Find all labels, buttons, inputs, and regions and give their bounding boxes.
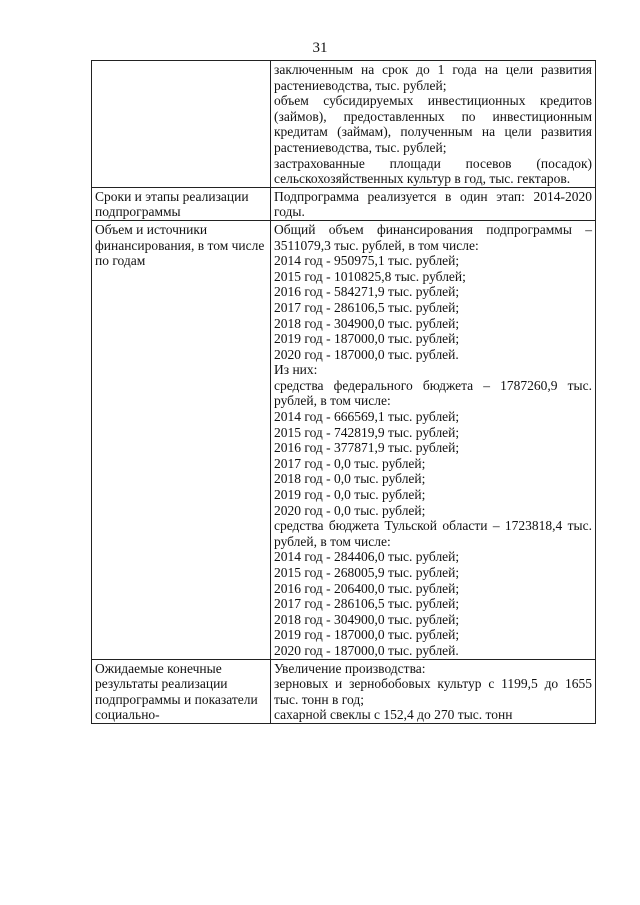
content-line: 2018 год - 304900,0 тыс. рублей; bbox=[274, 611, 460, 627]
content-line: 2014 год - 666569,1 тыс. рублей; bbox=[274, 409, 460, 425]
row-label bbox=[92, 61, 271, 188]
page-number: 31 bbox=[312, 40, 328, 56]
row-content bbox=[271, 61, 596, 188]
row-content bbox=[271, 187, 596, 220]
table-row bbox=[92, 187, 596, 220]
subprogram-passport-table bbox=[91, 60, 596, 724]
content-line: 2014 год - 284406,0 тыс. рублей; bbox=[274, 549, 460, 565]
content-line: 2018 год - 304900,0 тыс. рублей; bbox=[274, 315, 460, 331]
content-paragraph: Подпрограмма реализуется в один этап: 2014-2020 годы. bbox=[274, 188, 592, 220]
content-paragraph: заключенным на срок до 1 года на цели развития растениеводства, тыс. рублей; bbox=[274, 62, 592, 93]
table-row bbox=[92, 659, 596, 723]
content-line: 2014 год - 950975,1 тыс. рублей; bbox=[274, 253, 460, 269]
row-label: Объем и источники финансирования, в том числе по годам bbox=[92, 220, 271, 659]
content-line: 2016 год - 377871,9 тыс. рублей; bbox=[274, 440, 460, 456]
content-paragraph: средства федерального бюджета – 1787260,9 тыс. рублей, в том числе: bbox=[274, 377, 592, 409]
content-line: 2016 год - 206400,0 тыс. рублей; bbox=[274, 580, 460, 596]
table-row bbox=[92, 61, 596, 188]
row-content bbox=[271, 220, 596, 659]
content-line: 2020 год - 187000,0 тыс. рублей. bbox=[274, 642, 459, 658]
content-paragraph: средства бюджета Тульской области – 1723818,4 тыс. рублей, в том числе: bbox=[274, 518, 592, 549]
content-line: 2016 год - 584271,9 тыс. рублей; bbox=[274, 284, 460, 300]
content-line: 2015 год - 268005,9 тыс. рублей; bbox=[274, 565, 460, 580]
content-line: 2018 год - 0,0 тыс. рублей; bbox=[274, 471, 426, 487]
content-line: 2020 год - 0,0 тыс. рублей; bbox=[274, 502, 426, 518]
content-line: 2017 год - 0,0 тыс. рублей; bbox=[274, 455, 426, 471]
content-paragraph: сахарной свеклы с 152,4 до 270 тыс. тонн bbox=[274, 707, 513, 723]
content-paragraph: застрахованные площади посевов (посадок) сельскохозяйственных культур в год, тыс. гектаров. bbox=[274, 155, 592, 187]
table-row bbox=[92, 220, 596, 659]
content-paragraph: зерновых и зернобобовых культур с 1199,5 до 1655 тыс. тонн в год; bbox=[274, 676, 592, 707]
content-paragraph: объем субсидируемых инвестиционных кредитов (займов), предоставленных по инвестиционным кредитам (займам), полученным на цели развития растениеводства, тыс. рублей; bbox=[274, 93, 592, 155]
content-line: 2019 год - 187000,0 тыс. рублей; bbox=[274, 627, 460, 643]
content-line: 2015 год - 742819,9 тыс. рублей; bbox=[274, 424, 460, 440]
row-content bbox=[271, 659, 596, 723]
content-paragraph: Общий объем финансирования подпрограммы – 3511079,3 тыс. рублей, в том числе: bbox=[274, 221, 592, 253]
row-label: Сроки и этапы реализации подпрограммы bbox=[92, 187, 271, 220]
content-line: Увеличение производства: bbox=[274, 660, 426, 676]
content-line: Из них: bbox=[274, 362, 318, 378]
content-line: 2017 год - 286106,5 тыс. рублей; bbox=[274, 299, 460, 315]
row-label: Ожидаемые конечные результаты реализации подпрограммы и показатели социально- bbox=[92, 659, 271, 723]
content-line: 2019 год - 0,0 тыс. рублей; bbox=[274, 487, 426, 503]
content-line: 2017 год - 286106,5 тыс. рублей; bbox=[274, 596, 460, 612]
content-line: 2019 год - 187000,0 тыс. рублей; bbox=[274, 331, 460, 347]
content-line: 2015 год - 1010825,8 тыс. рублей; bbox=[274, 268, 466, 284]
content-line: 2020 год - 187000,0 тыс. рублей. bbox=[274, 346, 459, 362]
